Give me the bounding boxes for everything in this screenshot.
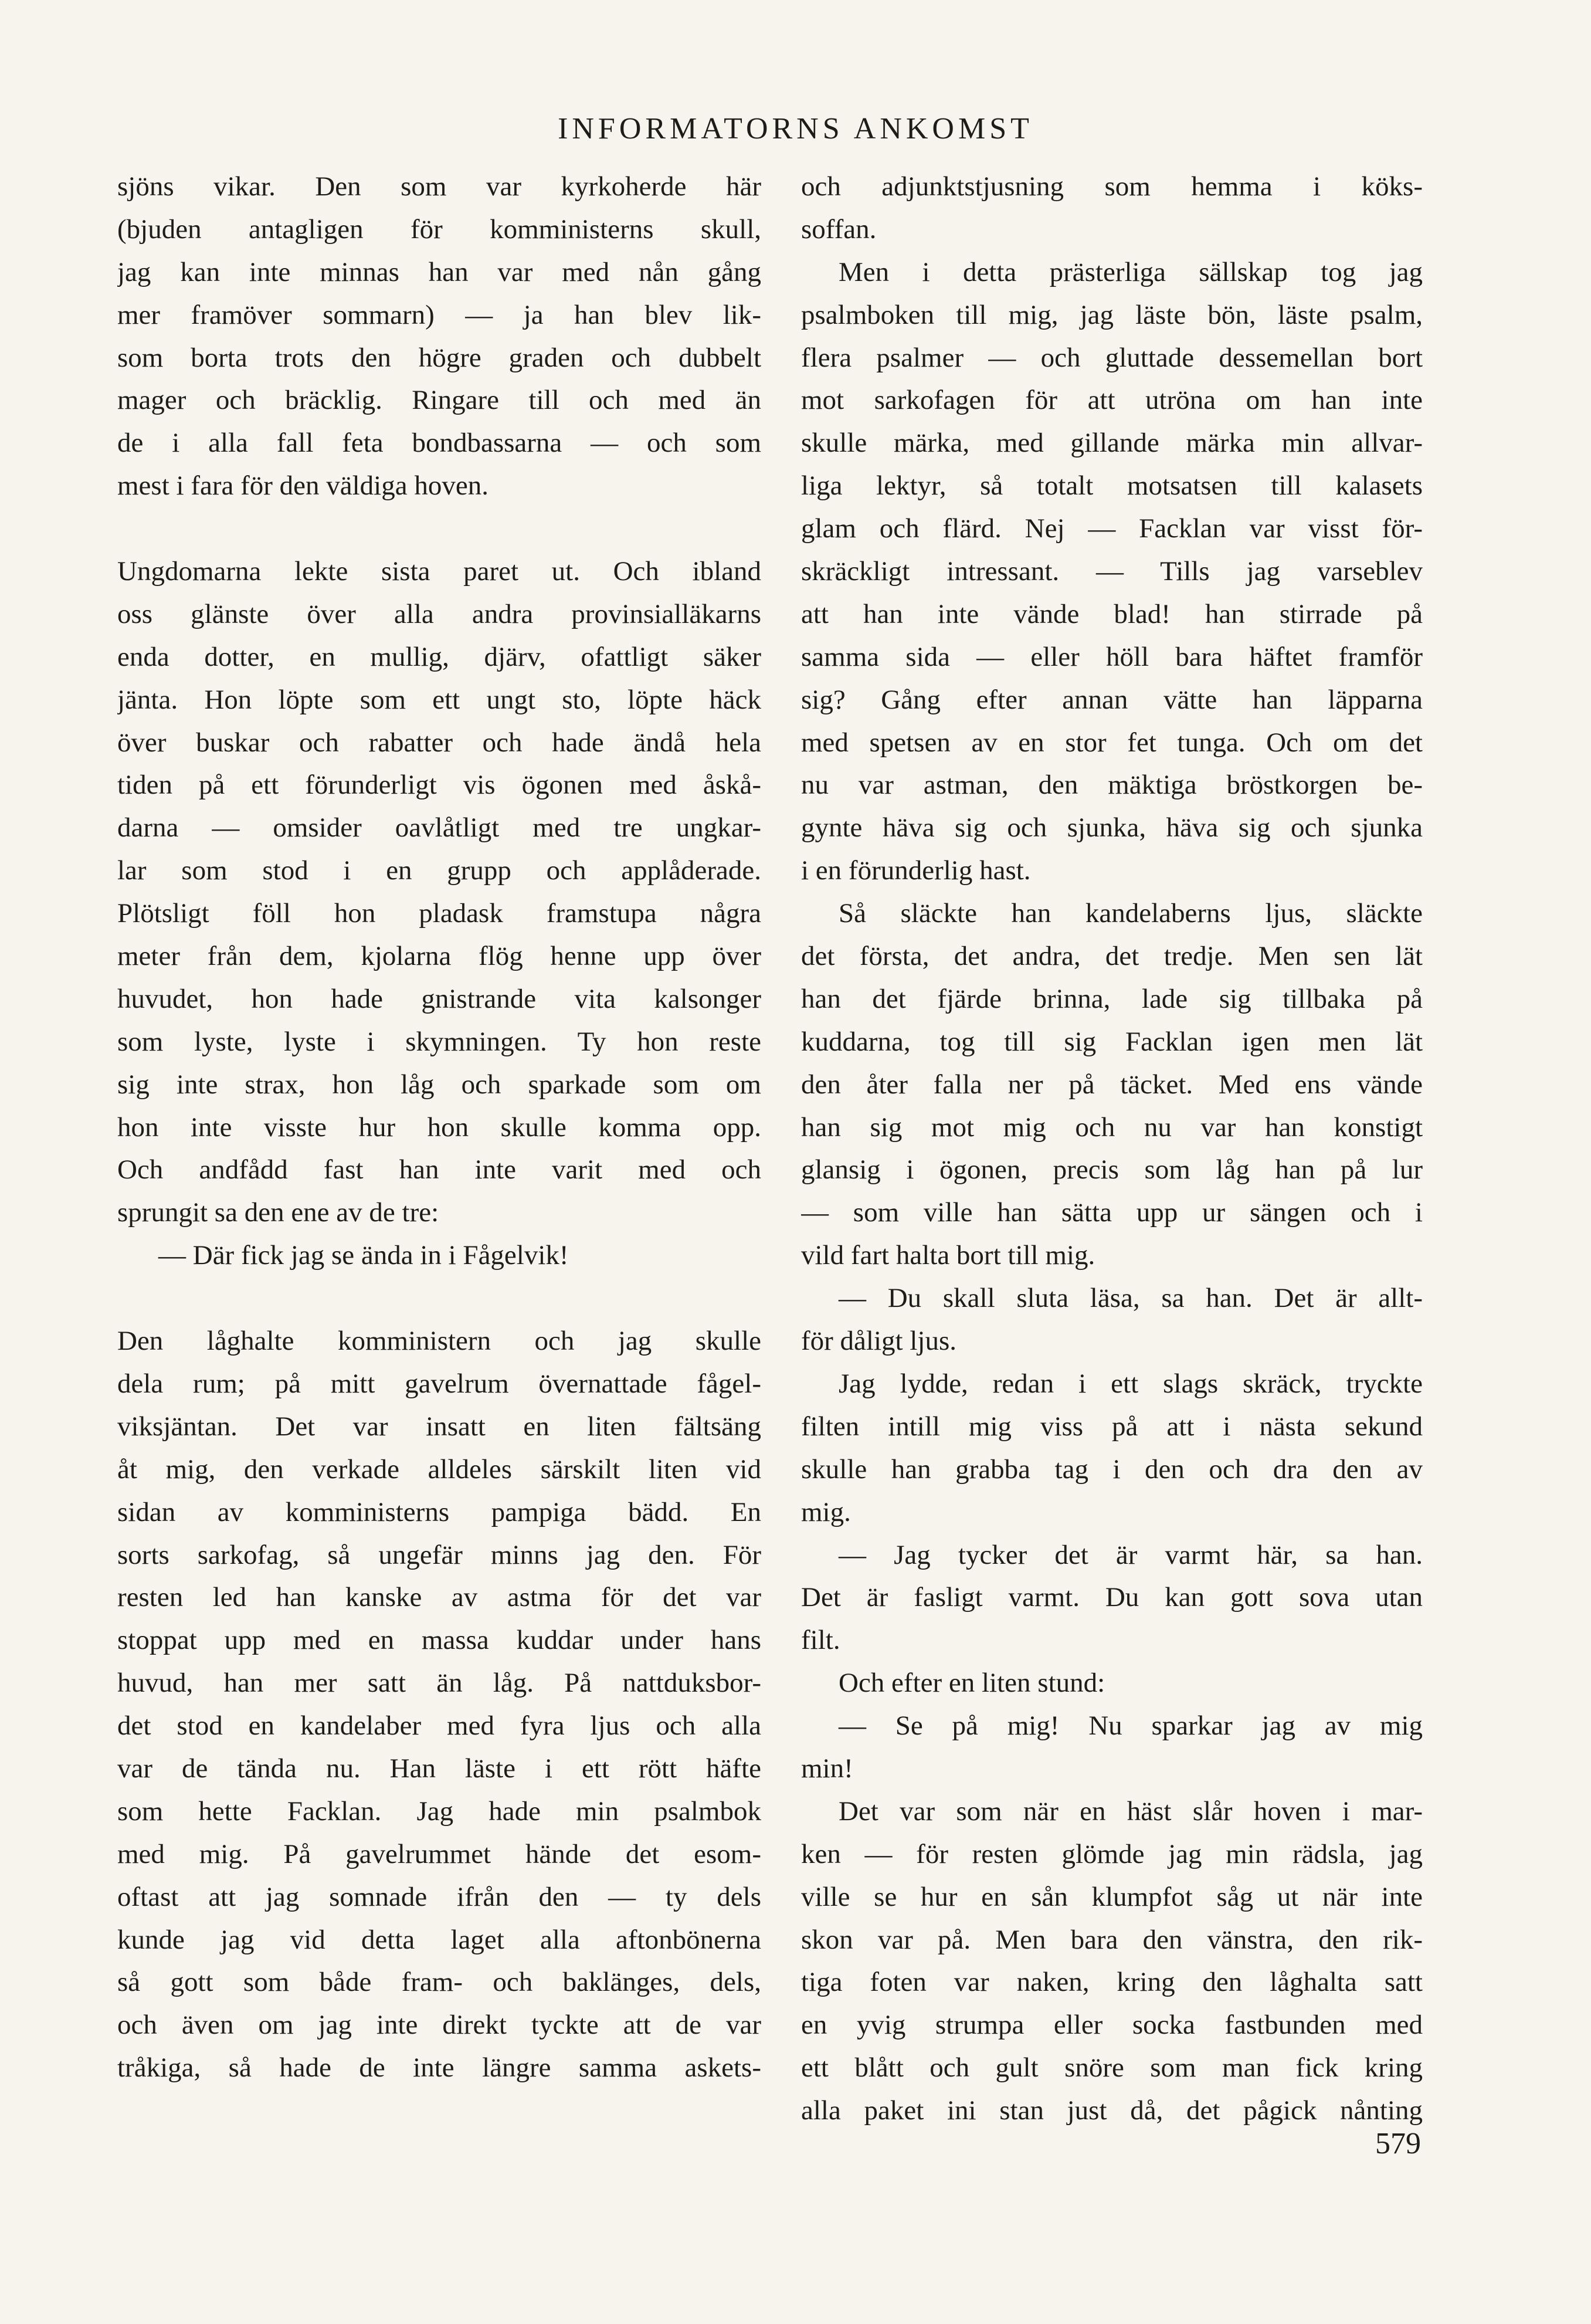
page-number: 579 (1375, 2127, 1421, 2160)
text-line: vild fart halta bort till mig. (801, 1240, 1095, 1271)
text-line: skulle han grabba tag i den och dra den av (801, 1454, 1423, 1485)
text-line: kunde jag vid detta laget alla aftonbönerna (117, 1924, 761, 1955)
text-line: Så släckte han kandelaberns ljus, släckte (839, 898, 1423, 929)
text-line: sorts sarkofag, så ungefär minns jag den. För (117, 1539, 761, 1570)
text-line: åt mig, den verkade alldeles särskilt liten vid (117, 1454, 761, 1485)
text-line: dela rum; på mitt gavelrum övernattade fågel- (117, 1368, 761, 1399)
text-line: (bjuden antagligen för komministerns skull, (117, 214, 761, 245)
text-line: det första, det andra, det tredje. Men sen lät (801, 941, 1423, 972)
text-line: darna — omsider oavlåtligt med tre ungkar- (117, 812, 761, 843)
text-line: Den låghalte komministern och jag skulle (117, 1326, 761, 1357)
text-line: filten intill mig viss på att i nästa sekund (801, 1411, 1423, 1442)
text-line: skon var på. Men bara den vänstra, den rik- (801, 1924, 1423, 1955)
text-line: Men i detta prästerliga sällskap tog jag (839, 256, 1423, 287)
text-line: mest i fara för den väldiga hoven. (117, 470, 489, 502)
text-line: och även om jag inte direkt tyckte att de var (117, 2010, 761, 2041)
text-line: meter från dem, kjolarna flög henne upp över (117, 941, 761, 972)
text-line: som hette Facklan. Jag hade min psalmbok (117, 1795, 761, 1827)
text-line: var de tända nu. Han läste i ett rött häfte (117, 1753, 761, 1784)
text-line: mer framöver sommarn) — ja han blev lik- (117, 299, 761, 330)
text-line: huvudet, hon hade gnistrande vita kalsonger (117, 983, 761, 1014)
text-line: huvud, han mer satt än låg. På nattduksbor- (117, 1668, 761, 1699)
right-column (801, 165, 1423, 2132)
text-line: och adjunktstjusning som hemma i köks- (801, 171, 1423, 202)
text-line: tiga foten var naken, kring den låghalta satt (801, 1967, 1423, 1998)
text-line: de i alla fall feta bondbassarna — och som (117, 428, 761, 459)
text-line: över buskar och rabatter och hade ändå hela (117, 727, 761, 758)
text-line: den åter falla ner på täcket. Med ens vände (801, 1069, 1423, 1100)
text-line: flera psalmer — och gluttade dessemellan bort (801, 342, 1423, 373)
running-head: INFORMATORNS ANKOMST (558, 112, 1033, 145)
text-line: — Där fick jag se ända in i Fågelvik! (158, 1240, 569, 1271)
text-line: — Se på mig! Nu sparkar jag av mig (839, 1710, 1423, 1742)
text-line: tiden på ett förunderligt vis ögonen med åskå- (117, 770, 761, 801)
text-line: filt. (801, 1625, 840, 1656)
text-line: — Jag tycker det är varmt här, sa han. (839, 1539, 1423, 1570)
text-line: Jag lydde, redan i ett slags skräck, tryckte (839, 1368, 1423, 1399)
text-line: det stod en kandelaber med fyra ljus och alla (117, 1710, 761, 1742)
text-line: ken — för resten glömde jag min rädsla, jag (801, 1838, 1423, 1869)
text-line: enda dotter, en mullig, djärv, ofattligt säker (117, 641, 761, 672)
text-line: ett blått och gult snöre som man fick kring (801, 2052, 1423, 2084)
text-line: liga lektyr, så totalt motsatsen till kalasets (801, 470, 1423, 502)
text-line: glam och flärd. Nej — Facklan var visst för- (801, 513, 1423, 544)
text-line: sjöns vikar. Den som var kyrkoherde här (117, 171, 761, 202)
text-line: samma sida — eller höll bara häftet framför (801, 641, 1423, 672)
text-line: jag kan inte minnas han var med nån gång (117, 256, 761, 287)
text-line: kuddarna, tog till sig Facklan igen men lät (801, 1026, 1423, 1057)
section-break (117, 1277, 761, 1320)
section-break (117, 507, 761, 550)
text-line: en yvig strumpa eller socka fastbunden med (801, 2010, 1423, 2041)
text-line: min! (801, 1753, 853, 1784)
text-line: jänta. Hon löpte som ett ungt sto, löpte häck (117, 684, 761, 715)
text-line: psalmboken till mig, jag läste bön, läste psalm, (801, 299, 1423, 330)
text-line: oss glänste över alla andra provinsialläkarns (117, 598, 761, 629)
text-line: — Du skall sluta läsa, sa han. Det är allt- (839, 1283, 1423, 1314)
text-line: glansig i ögonen, precis som låg han på lur (801, 1154, 1423, 1185)
text-line: resten led han kanske av astma för det var (117, 1582, 761, 1613)
text-line: så gott som både fram- och baklänges, dels, (117, 1967, 761, 1998)
text-line: lar som stod i en grupp och applåderade. (117, 855, 761, 886)
text-line: Det var som när en häst slår hoven i mar- (839, 1795, 1423, 1827)
text-line: sprungit sa den ene av de tre: (117, 1197, 439, 1228)
text-line: Och efter en liten stund: (839, 1668, 1105, 1699)
text-line: att han inte vände blad! han stirrade på (801, 598, 1423, 629)
text-line: för dåligt ljus. (801, 1326, 956, 1357)
text-line: alla paket ini stan just då, det pågick nånting (801, 2095, 1423, 2126)
text-line: sig? Gång efter annan vätte han läpparna (801, 684, 1423, 715)
text-line: nu var astman, den mäktiga bröstkorgen be- (801, 770, 1423, 801)
text-line: med mig. På gavelrummet hände det esom- (117, 1838, 761, 1869)
text-line: oftast att jag somnade ifrån den — ty dels (117, 1881, 761, 1912)
left-column (117, 165, 761, 2089)
text-line: soffan. (801, 214, 877, 245)
text-line: Det är fasligt varmt. Du kan gott sova utan (801, 1582, 1423, 1613)
text-line: Ungdomarna lekte sista paret ut. Och ibland (117, 556, 761, 587)
text-line: sidan av komministerns pampiga bädd. En (117, 1496, 761, 1527)
text-line: i en förunderlig hast. (801, 855, 1031, 886)
text-line: med spetsen av en stor fet tunga. Och om det (801, 727, 1423, 758)
text-line: ville se hur en sån klumpfot såg ut när inte (801, 1881, 1423, 1912)
text-line: — som ville han sätta upp ur sängen och i (801, 1197, 1423, 1228)
text-line: viksjäntan. Det var insatt en liten fältsäng (117, 1411, 761, 1442)
text-line: mot sarkofagen för att utröna om han inte (801, 385, 1423, 416)
text-line: som lyste, lyste i skymningen. Ty hon reste (117, 1026, 761, 1057)
text-line: Och andfådd fast han inte varit med och (117, 1154, 761, 1185)
text-line: gynte häva sig och sjunka, häva sig och sjunka (801, 812, 1423, 843)
text-line: mig. (801, 1496, 851, 1527)
text-line: skulle märka, med gillande märka min allvar- (801, 428, 1423, 459)
text-line: Plötsligt föll hon pladask framstupa några (117, 898, 761, 929)
text-line: han det fjärde brinna, lade sig tillbaka på (801, 983, 1423, 1014)
text-line: skräckligt intressant. — Tills jag varseblev (801, 556, 1423, 587)
text-line: hon inte visste hur hon skulle komma opp. (117, 1112, 761, 1143)
text-line: tråkiga, så hade de inte längre samma askets- (117, 2052, 761, 2084)
text-line: stoppat upp med en massa kuddar under hans (117, 1625, 761, 1656)
text-line: som borta trots den högre graden och dubbelt (117, 342, 761, 373)
text-line: sig inte strax, hon låg och sparkade som om (117, 1069, 761, 1100)
text-line: mager och bräcklig. Ringare till och med än (117, 385, 761, 416)
text-line: han sig mot mig och nu var han konstigt (801, 1112, 1423, 1143)
